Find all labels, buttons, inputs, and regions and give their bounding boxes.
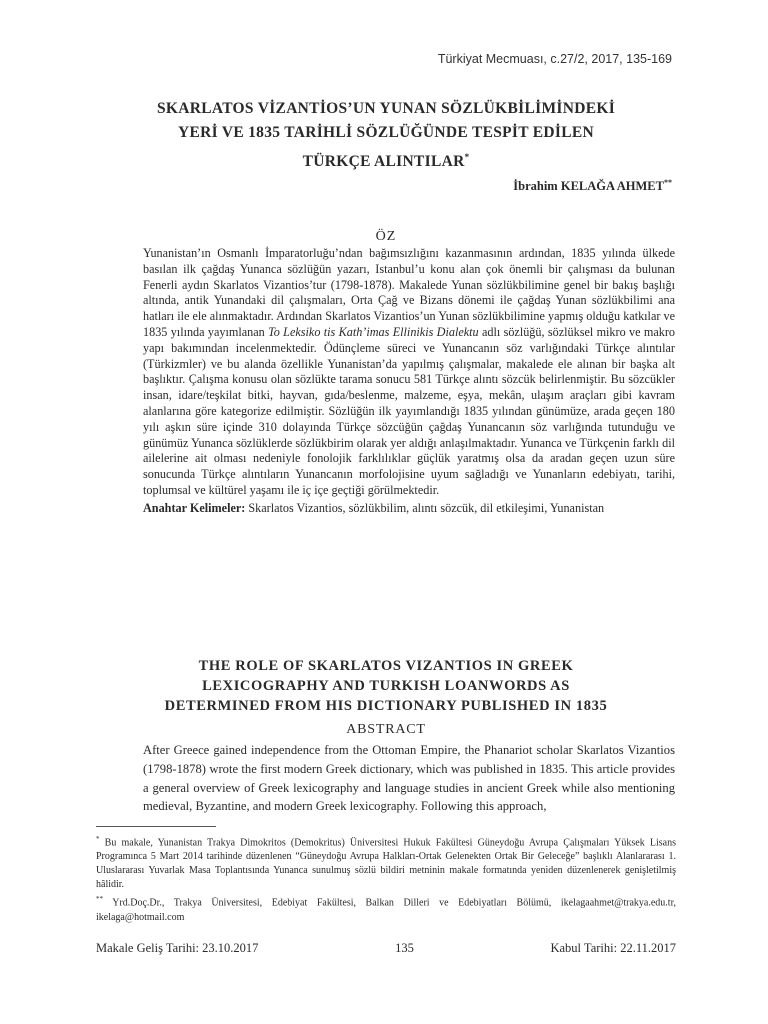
oz-body [143,246,675,517]
footnote-1: * Bu makale, Yunanistan Trakya Dimokritos (Demokritus) Üniversitesi Hukuk Fakültesi Güneydoğu Avrupa Çalışmaları Yüksek Lisans Programınca 5 Mart 2014 tarihinde düzenlenen “Güneydoğu Avrupa Halkları-Ortak Gelenekten Ortak Bir Geleceğe” başlıklı Alanlararası 1. Uluslararası Yuvarlak Masa Toplantısında Yunanca sunulmuş sözlü bildiri metninin makale formatında yeniden düzenlenerek genişletilmiş hâlidir. [96,835,676,891]
footnote-2: ** Yrd.Doç.Dr., Trakya Üniversitesi, Edebiyat Fakültesi, Balkan Dilleri ve Edebiyatları Bölümü, ikelagaahmet@trakya.edu.tr, ikelaga@hotmail.com [96,895,676,923]
footnotes [96,832,676,925]
article-title [96,97,676,174]
keywords: Anahtar Kelimeler: Skarlatos Vizantios, sözlükbilim, alıntı sözcük, dil etkileşimi, Yunanistan [143,500,605,515]
dictionary-title: To Leksiko tis Kath’imas Ellinikis Dialektu [268,324,479,339]
oz-heading: ÖZ [375,229,397,244]
keywords-label: Anahtar Kelimeler: [143,500,246,515]
title-line: DETERMINED FROM HIS DICTIONARY PUBLISHED IN 1835 [164,698,608,714]
oz-paragraph: Yunanistan’ın Osmanlı İmparatorluğu’ndan bağımsızlığını kazanmasının ardından, 1835 yılında ülkede basılan ilk çağdaş Yunanca sözlüğün yazarı, Istanbul’u konu alan çok önemli bir çalışması da bulunan Fenerli aydın Skarlatos Vizantios’tur (1798-1878). Makalede Yunan sözlükbilimine genel bir bakış başlığı altında, antik Yunandaki dil çalışmaları, Orta Çağ ve Bizans dönemi ile çağdaş Yunan sözlükbilimi ana hatları ile ele alınmaktadır. Ardından Skarlatos Vizantios’un Yunan sözlükbilimine yapmış olduğu katkılar ve 1835 yılında yayımlanan To Leksiko tis Kath’imas Ellinikis Dialektu adlı sözlüğü, sözlüksel mikro ve makro yapı bakımından incelenmektedir. Ödünçleme süreci ve Yunancanın söz varlığındaki Türkçe alıntılar (Türkizmler) ve bu alanda özellikle Yunanistan’da yapılmış çalışmalar, makalede ele alınan bir başka alt başlıktır. Çalışma konusu olan sözlükte tarama sonucu 581 Türkçe alıntı sözcük belirlenmiştir. Bu sözcükler insan, idare/teşkilat bitki, hayvan, gıda/beslenme, malzeme, eşya, mekân, ulaşım araçları gibi kavram alanlarına göre kategorize edilmiştir. Sözlüğün ilk yayımlandığı 1835 yılından günümüze, arada geçen 180 yılı aşkın süre içinde 310 dolayında Türkçe sözcüğün çağdaş Yunancanın söz varlığında tutunduğu ve günümüz Yunanca sözlüklerde sözlükbirim olarak yer aldığı anlaşılmaktadır. Yunanca ve Türkçenin farklı dil ailelerine ait olması nedeniyle fonolojik farklılıklar güçlük yaratmış olsa da aradan geçen uzun süre sonucunda Türkçe alıntıların Yunancanın morfolojisine uyum sağladığı ve Yunanların edebiyatı, tarihi, toplumsal ve kültürel yaşamı ile iç içe geçtiği görülmektedir. [143,246,675,497]
title-line: LEXICOGRAPHY AND TURKISH LOANWORDS AS [202,678,570,694]
footnote-divider [96,826,216,827]
journal-citation: Türkiyat Mecmuası, c.27/2, 2017, 135-169 [437,52,672,66]
page-footer [96,941,676,956]
page-number: 135 [395,941,414,955]
abstract-body: After Greece gained independence from the Ottoman Empire, the Phanariot scholar Skarlatos Vizantios (1798-1878) wrote the first modern Greek dictionary, which was published in 1835. This article provides a general overview of Greek lexicography and language studies in ancient Greek while also mentioning medieval, Byzantine, and modern Greek lexicography. Following this approach, [143,743,675,814]
footnote-marker[interactable]: * [464,152,470,162]
author-name: İbrahim KELAĞA AHMET** [513,178,672,194]
title-line: SKARLATOS VİZANTİOS’UN YUNAN SÖZLÜKBİLİMİNDEKİ [156,100,616,117]
title-line: THE ROLE OF SKARLATOS VIZANTIOS IN GREEK [198,658,574,674]
abstract-heading: ABSTRACT [346,722,426,737]
received-date: Makale Geliş Tarihi: 23.10.2017 [96,941,259,955]
footnote-marker[interactable]: ** [664,178,672,187]
accepted-date: Kabul Tarihi: 22.11.2017 [550,941,676,955]
title-line: TÜRKÇE ALINTILAR* [302,152,470,171]
english-title [96,656,676,716]
title-line: YERİ VE 1835 TARİHLİ SÖZLÜĞÜNDE TESPİT EDİLEN [177,124,595,141]
